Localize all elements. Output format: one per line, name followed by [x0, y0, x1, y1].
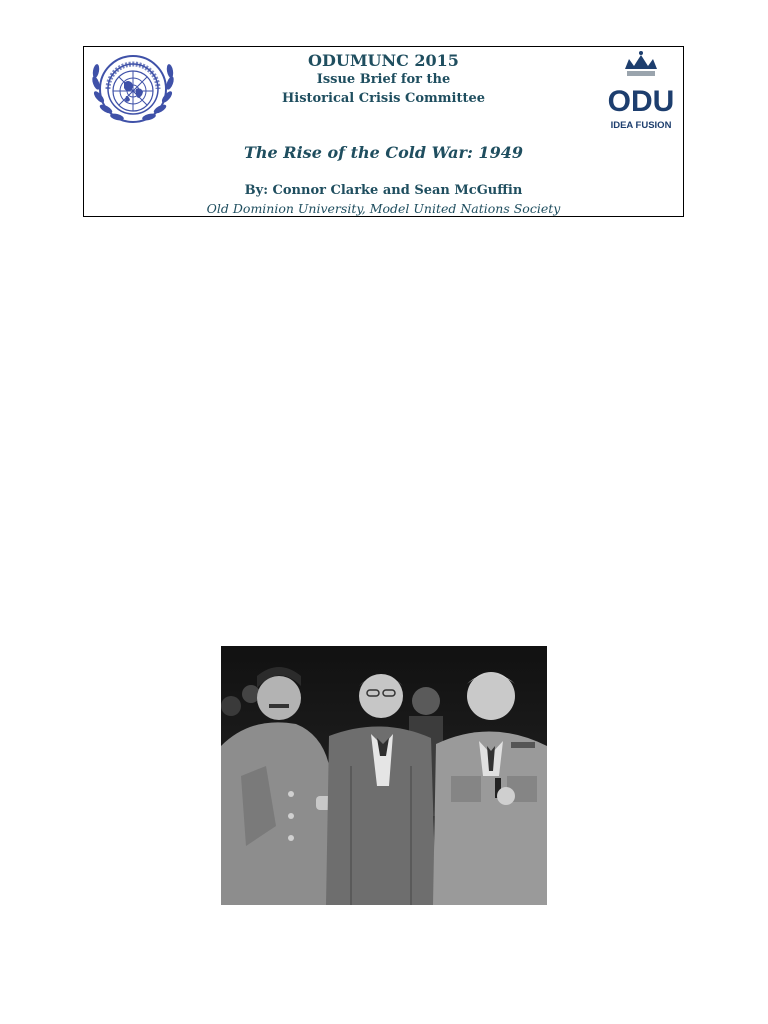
- brief-title: The Rise of the Cold War: 1949: [244, 143, 523, 162]
- title-block: [84, 51, 683, 108]
- odu-logo: [600, 49, 682, 131]
- odu-wordmark: ODU: [607, 85, 675, 118]
- issue-brief-line: Issue Brief for the: [316, 72, 451, 87]
- affiliation: Old Dominion University, Model United Nations Society: [206, 201, 561, 216]
- odu-tagline: IDEA FUSION: [610, 120, 672, 131]
- historical-photo: [221, 646, 547, 905]
- authors: By: Connor Clarke and Sean McGuffin: [244, 183, 523, 198]
- conference-title: ODUMUNC 2015: [308, 51, 459, 70]
- crown-icon: [625, 51, 657, 76]
- committee-line: Historical Crisis Committee: [281, 91, 486, 106]
- header-box: [83, 46, 684, 217]
